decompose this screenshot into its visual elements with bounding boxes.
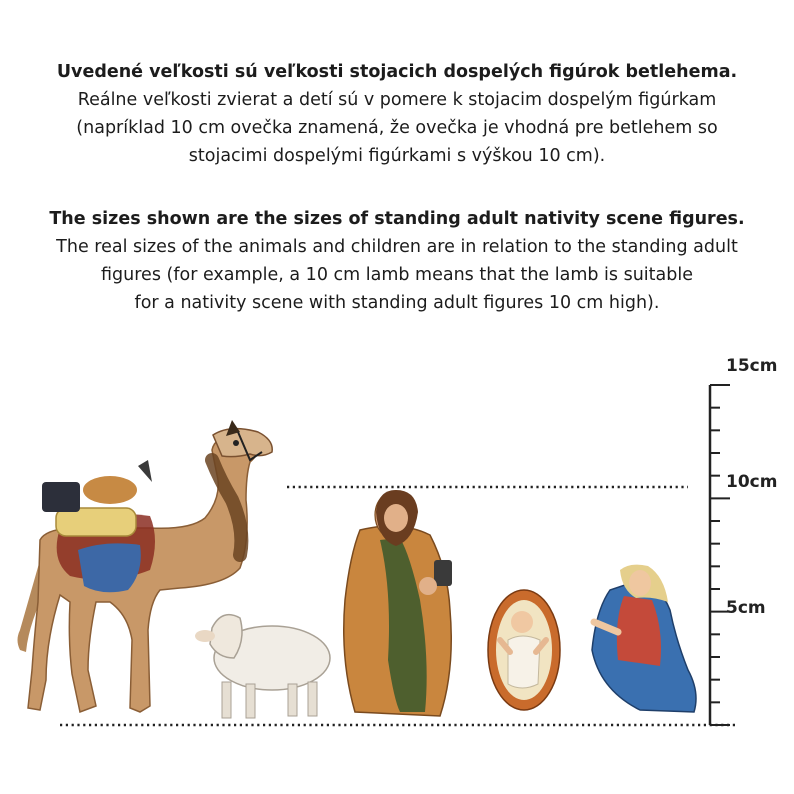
- english-line: for a nativity scene with standing adult figures 10 cm high).: [134, 293, 660, 313]
- slovak-line: (napríklad 10 cm ovečka znamená, že ovečka je vhodná pre betlehem so: [76, 118, 718, 138]
- baby-jesus-manger-figure: [488, 590, 560, 710]
- kneeling-mary-figure: [592, 565, 696, 712]
- english-line: The real sizes of the animals and children are in relation to the standing adult: [56, 237, 738, 257]
- figure-comparison-illustration: [0, 340, 794, 740]
- english-line: figures (for example, a 10 cm lamb means that the lamb is suitable: [101, 265, 693, 285]
- joseph-figure: [344, 490, 452, 716]
- ruler-label-10cm: 10cm: [726, 472, 778, 492]
- ruler-label-15cm: 15cm: [726, 356, 778, 376]
- slovak-line: stojacimi dospelými figúrkami s výškou 10 cm).: [188, 146, 606, 166]
- slovak-note: [0, 58, 794, 170]
- height-ruler: [710, 356, 777, 725]
- sheep-figure: [195, 615, 330, 718]
- ruler-label-5cm: 5cm: [726, 598, 766, 618]
- english-note: [0, 205, 794, 317]
- english-heading: The sizes shown are the sizes of standing adult nativity scene figures.: [49, 209, 745, 229]
- slovak-heading: Uvedené veľkosti sú veľkosti stojacich dospelých figúrok betlehema.: [56, 62, 738, 82]
- slovak-line: Reálne veľkosti zvierat a detí sú v pomere k stojacim dospelým figúrkam: [77, 90, 717, 110]
